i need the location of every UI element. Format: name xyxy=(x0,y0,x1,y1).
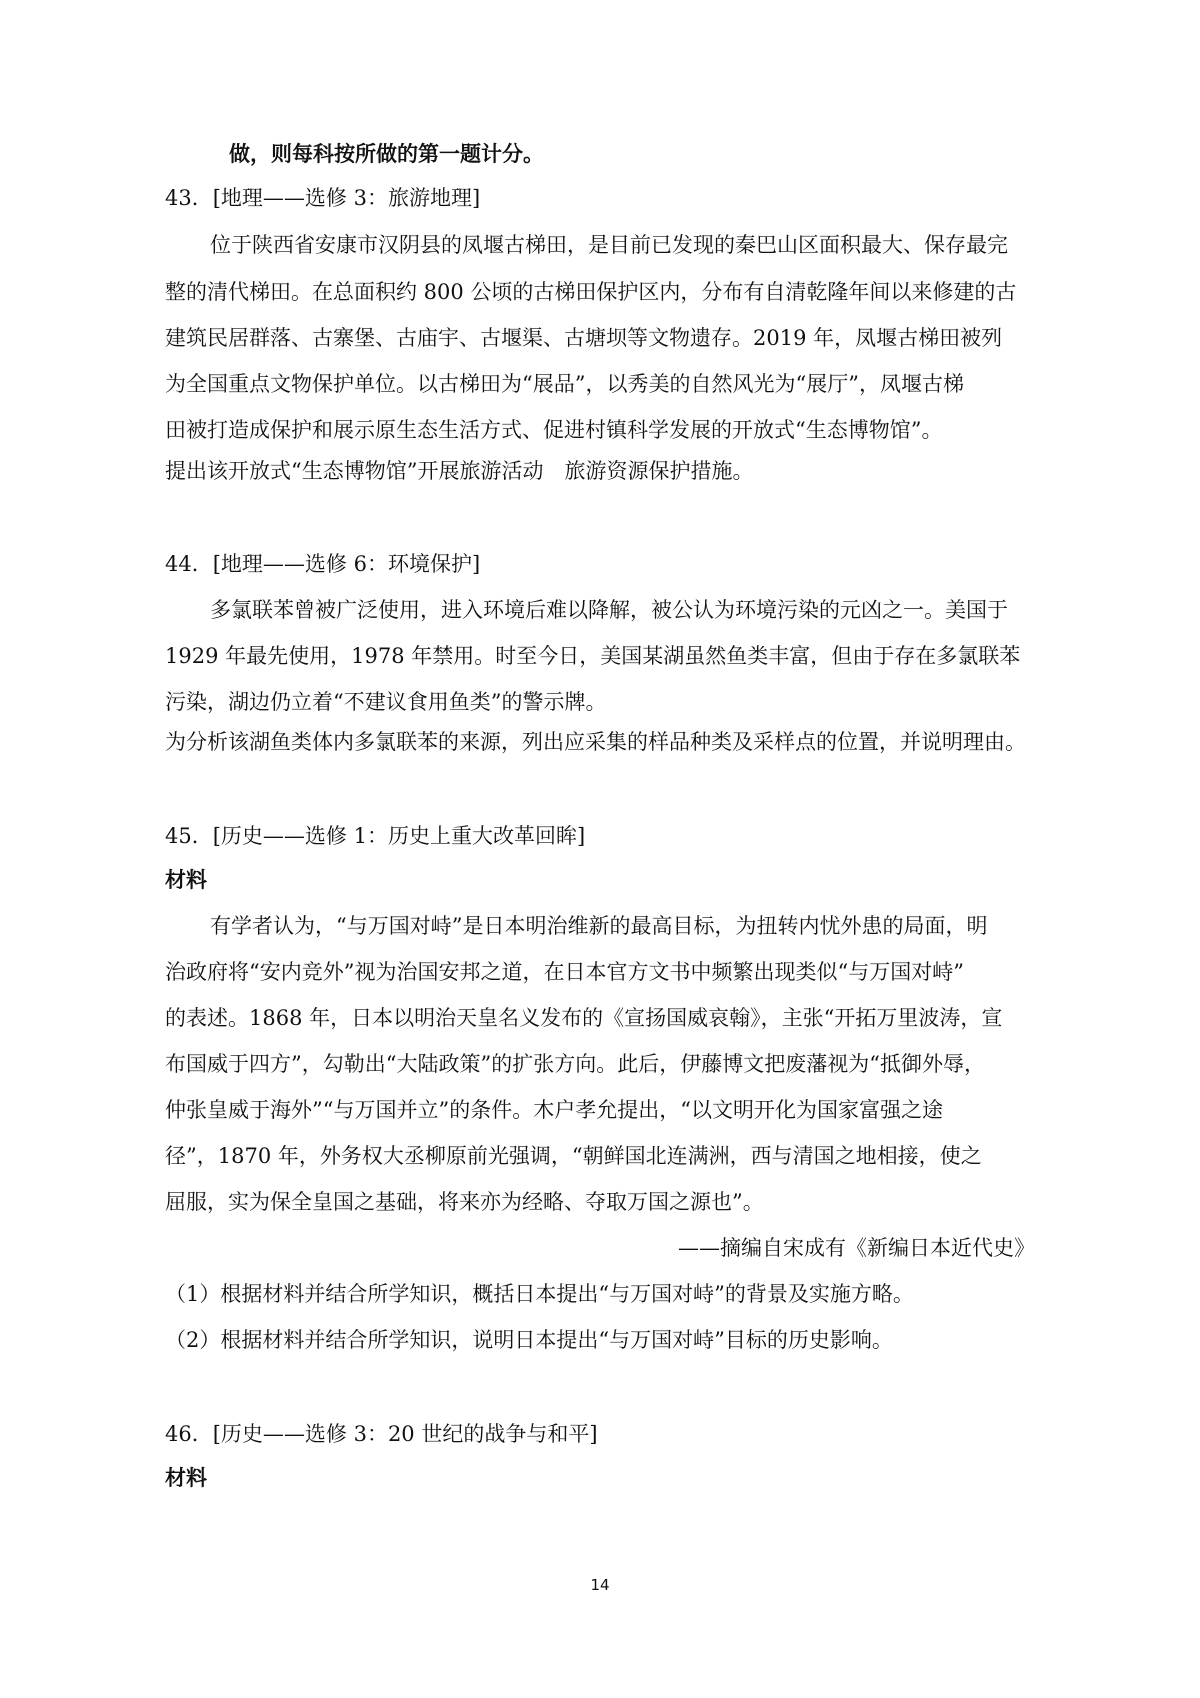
question-44-heading: 44．[地理——选修 6：环境保护] xyxy=(165,552,481,576)
question-43-heading: 43．[地理——选修 3：旅游地理] xyxy=(165,186,481,210)
sub-question: （2）根据材料并结合所学知识，说明日本提出“与万国对峙”目标的历史影响。 xyxy=(165,1328,893,1352)
question-43-text-line: 为全国重点文物保护单位。以古梯田为“展品”，以秀美的自然风光为“展厅”，凤堰古梯 xyxy=(165,372,964,396)
question-45-heading: 45．[历史——选修 1：历史上重大改革回眸] xyxy=(165,824,586,848)
material-label: 材料 xyxy=(165,1466,207,1490)
intro-line: 做，则每科按所做的第一题计分。 xyxy=(229,142,544,166)
source-citation: ——摘编自宋成有《新编日本近代史》 xyxy=(678,1236,1035,1260)
question-45-text-line: 的表述。1868 年，日本以明治天皇名义发布的《宣扬国威哀翰》，主张“开拓万里波涛，宣 xyxy=(165,1006,1003,1030)
question-45-text-line: 仲张皇威于海外”“与万国并立”的条件。木户孝允提出，“以文明开化为国家富强之途 xyxy=(165,1098,943,1122)
question-44-text-line: 污染，湖边仍立着“不建议食用鱼类”的警示牌。 xyxy=(165,690,607,714)
question-45-text-line: 布国威于四方”，勾勒出“大陆政策”的扩张方向。此后，伊藤博文把废藩视为“抵御外辱， xyxy=(165,1052,985,1076)
question-44-text-line: 多氯联苯曾被广泛使用，进入环境后难以降解，被公认为环境污染的元凶之一。美国于 xyxy=(210,598,1008,622)
question-43-text-line: 整的清代梯田。在总面积约 800 公顷的古梯田保护区内，分布有自清乾隆年间以来修建的古 xyxy=(165,280,1017,304)
sub-question: （1）根据材料并结合所学知识，概括日本提出“与万国对峙”的背景及实施方略。 xyxy=(165,1282,914,1306)
question-44-text-line: 1929 年最先使用，1978 年禁用。时至今日，美国某湖虽然鱼类丰富，但由于存在多氯联苯 xyxy=(165,644,1021,668)
question-45-text-line: 治政府将“安内竞外”视为治国安邦之道，在日本官方文书中频繁出现类似“与万国对峙” xyxy=(165,960,964,984)
question-43-text-line: 位于陕西省安康市汉阴县的凤堰古梯田，是目前已发现的秦巴山区面积最大、保存最完 xyxy=(210,233,1008,257)
question-43-text-line: 建筑民居群落、古寨堡、古庙宇、古堰渠、古塘坝等文物遗存。2019 年，凤堰古梯田被列 xyxy=(165,326,1003,350)
question-43-prompt: 提出该开放式“生态博物馆”开展旅游活动 旅游资源保护措施。 xyxy=(165,459,754,483)
question-43-text-line: 田被打造成保护和展示原生态生活方式、促进村镇科学发展的开放式“生态博物馆”。 xyxy=(165,418,943,442)
material-label: 材料 xyxy=(165,868,207,892)
page-number: 14 xyxy=(590,1576,610,1594)
question-45-text-line: 径”，1870 年，外务权大丞柳原前光强调，“朝鲜国北连满洲，西与清国之地相接，使之 xyxy=(165,1144,982,1168)
question-45-text-line: 屈服，实为保全皇国之基础，将来亦为经略、夺取万国之源也”。 xyxy=(165,1190,764,1214)
question-45-text-line: 有学者认为，“与万国对峙”是日本明治维新的最高目标，为扭转内忧外患的局面，明 xyxy=(210,914,988,938)
question-46-heading: 46．[历史——选修 3：20 世纪的战争与和平] xyxy=(165,1422,598,1446)
question-44-prompt: 为分析该湖鱼类体内多氯联苯的来源，列出应采集的样品种类及采样点的位置，并说明理由。 xyxy=(165,730,1026,754)
